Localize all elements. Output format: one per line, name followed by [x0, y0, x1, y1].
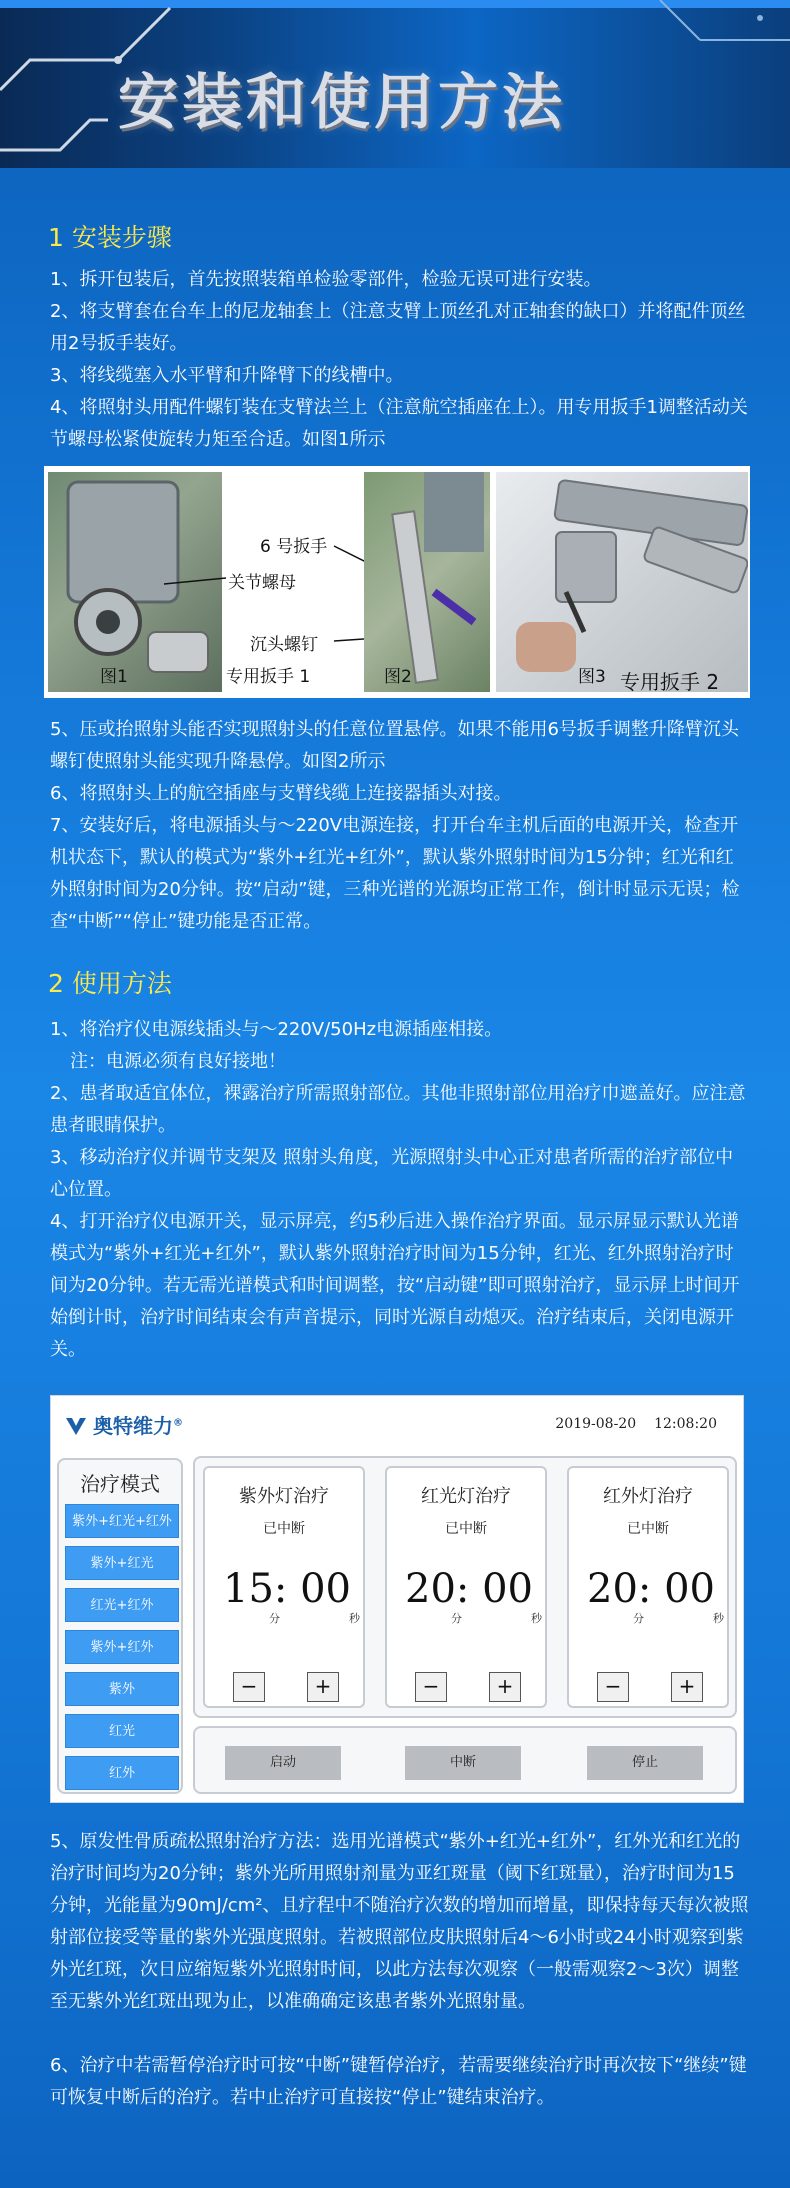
mode-button-uv-ir[interactable]: 紫外+红外	[65, 1630, 179, 1664]
timer-value: 20: 00	[405, 1566, 534, 1612]
ir-increase-button[interactable]: +	[671, 1672, 703, 1702]
figure-2-screw-label: 沉头螺钉	[250, 635, 318, 655]
timer-minutes: 20	[587, 1566, 638, 1612]
ir-decrease-button[interactable]: −	[597, 1672, 629, 1702]
timer-title: 红光灯治疗	[421, 1486, 511, 1507]
figure-3-label: 图3	[578, 667, 606, 687]
uv-increase-button[interactable]: +	[307, 1672, 339, 1702]
logo-v-icon	[65, 1415, 87, 1437]
timer-seconds: 00	[300, 1566, 352, 1612]
page-title: 安装和使用方法	[118, 68, 566, 138]
install-step-2: 2、将支臂套在台车上的尼龙轴套上（注意支臂上顶丝孔对正轴套的缺口）并将配件顶丝用2号扳手装好。	[50, 301, 746, 354]
install-photo-strip	[44, 466, 750, 698]
timer-minutes: 20	[405, 1566, 456, 1612]
timer-status: 已中断	[627, 1521, 669, 1537]
timer-value: 15: 00	[223, 1566, 352, 1612]
timer-value: 20: 00	[587, 1566, 716, 1612]
date-text: 2019-08-20	[555, 1416, 637, 1432]
treatment-mode-panel	[57, 1458, 183, 1794]
minute-unit: 分	[633, 1612, 644, 1625]
figure-1-wrench-label: 专用扳手 1	[226, 667, 311, 687]
mode-button-red-ir[interactable]: 红光+红外	[65, 1588, 179, 1622]
figure-2-label: 图2	[384, 667, 412, 687]
section-title-usage: 2 使用方法	[48, 969, 172, 998]
timer-card-uv	[203, 1466, 365, 1708]
timer-seconds: 00	[482, 1566, 534, 1612]
timer-seconds: 00	[664, 1566, 716, 1612]
second-unit: 秒	[713, 1612, 724, 1625]
brand-name: 奥特维力	[93, 1414, 173, 1438]
mode-button-ir[interactable]: 红外	[65, 1756, 179, 1790]
usage-step-3: 3、移动治疗仪并调节支架及 照射头角度，光源照射头中心正对患者所需的治疗部位中心位置。	[50, 1147, 734, 1200]
usage-step-5: 5、原发性骨质疏松照射治疗方法：选用光谱模式“紫外+红光+红外”，红外光和红光的治疗时间均为20分钟；紫外光所用照射剂量为亚红斑量（阈下红斑量），治疗时间为15分钟，光能量为90mJ/cm²、且疗程中不随治疗次数的增加而增量，即保持每天每次被照射部位接受等量的紫外光强度照射。若被照部位皮肤照射后4～6小时或24小时观察到紫外光红斑，次日应缩短紫外光照射时间，以此方法每次观察（一般需观察2～3次）调整至无紫外光红斑出现为止，以准确确定该患者紫外光照射量。	[50, 1831, 749, 2012]
header-banner	[0, 0, 790, 168]
datetime-display	[555, 1416, 717, 1432]
device-screen-panel	[50, 1395, 744, 1803]
brand-logo	[65, 1410, 183, 1439]
control-bar	[193, 1726, 737, 1794]
usage-step-1: 1、将治疗仪电源线插头与～220V/50Hz电源插座相接。	[50, 1019, 503, 1040]
figure-3-wrench-label: 专用扳手 2	[620, 670, 720, 694]
install-step-3: 3、将线缆塞入水平臂和升降臂下的线槽中。	[50, 365, 404, 386]
timer-title: 红外灯治疗	[603, 1486, 693, 1507]
figure-2-photo	[364, 472, 490, 692]
timer-status: 已中断	[263, 1521, 305, 1537]
minute-unit: 分	[451, 1612, 462, 1625]
registered-mark: ®	[173, 1417, 183, 1429]
usage-step-2: 2、患者取适宜体位，裸露治疗所需照射部位。其他非照射部位用治疗巾遮盖好。应注意患者眼睛保护。	[50, 1083, 746, 1136]
figure-2-wrench-label: 6 号扳手	[260, 537, 328, 557]
install-step-6: 6、将照射头上的航空插座与支臂线缆上连接器插头对接。	[50, 783, 512, 804]
second-unit: 秒	[349, 1612, 360, 1625]
mode-button-red[interactable]: 红光	[65, 1714, 179, 1748]
mode-button-uv-red-ir[interactable]: 紫外+红光+红外	[65, 1504, 179, 1538]
figure-3-photo	[496, 472, 748, 692]
figure-1-label: 图1	[100, 667, 128, 687]
timer-card-ir	[567, 1466, 729, 1708]
start-button[interactable]: 启动	[225, 1746, 341, 1780]
install-step-7: 7、安装好后，将电源插头与～220V电源连接，打开台车主机后面的电源开关，检查开机状态下，默认的模式为“紫外+红光+红外”，默认紫外照射时间为15分钟；红光和红外照射时间为20分钟。按“启动”键，三种光谱的光源均正常工作，倒计时显示无误；检查“中断”“停止”键功能是否正常。	[50, 815, 740, 932]
timer-status: 已中断	[445, 1521, 487, 1537]
stop-button[interactable]: 停止	[587, 1746, 703, 1780]
pause-button[interactable]: 中断	[405, 1746, 521, 1780]
mode-button-uv[interactable]: 紫外	[65, 1672, 179, 1706]
timer-title: 紫外灯治疗	[239, 1486, 329, 1507]
red-increase-button[interactable]: +	[489, 1672, 521, 1702]
install-step-5: 5、压或抬照射头能否实现照射头的任意位置悬停。如果不能用6号扳手调整升降臂沉头螺钉使照射头能实现升降悬停。如图2所示	[50, 719, 739, 772]
second-unit: 秒	[531, 1612, 542, 1625]
usage-step-4: 4、打开治疗仪电源开关，显示屏亮，约5秒后进入操作治疗界面。显示屏显示默认光谱模式为“紫外+红光+红外”，默认紫外照射治疗时间为15分钟，红光、红外照射治疗时间为20分钟。若无需光谱模式和时间调整，按“启动键”即可照射治疗，显示屏上时间开始倒计时，治疗时间结束会有声音提示，同时光源自动熄灭。治疗结束后，关闭电源开关。	[50, 1211, 740, 1360]
install-step-1: 1、拆开包装后，首先按照装箱单检验零部件，检验无误可进行安装。	[50, 269, 602, 290]
uv-decrease-button[interactable]: −	[233, 1672, 265, 1702]
usage-step-1-note: 注：电源必须有良好接地！	[70, 1051, 286, 1072]
usage-step-6: 6、治疗中若需暂停治疗时可按“中断”键暂停治疗，若需要继续治疗时再次按下“继续”键可恢复中断后的治疗。若中止治疗可直接按“停止”键结束治疗。	[50, 2055, 747, 2108]
section-title-install: 1 安装步骤	[48, 223, 172, 252]
timer-area	[193, 1456, 737, 1718]
red-decrease-button[interactable]: −	[415, 1672, 447, 1702]
timer-minutes: 15	[223, 1566, 274, 1612]
timer-card-red	[385, 1466, 547, 1708]
mode-panel-title: 治疗模式	[80, 1472, 160, 1496]
mode-button-uv-red[interactable]: 紫外+红光	[65, 1546, 179, 1580]
install-step-4: 4、将照射头用配件螺钉装在支臂法兰上（注意航空插座在上）。用专用扳手1调整活动关节螺母松紧使旋转力矩至合适。如图1所示	[50, 397, 748, 450]
minute-unit: 分	[269, 1612, 280, 1625]
figure-1-nut-label: 关节螺母	[228, 573, 296, 593]
time-text: 12:08:20	[654, 1416, 717, 1432]
